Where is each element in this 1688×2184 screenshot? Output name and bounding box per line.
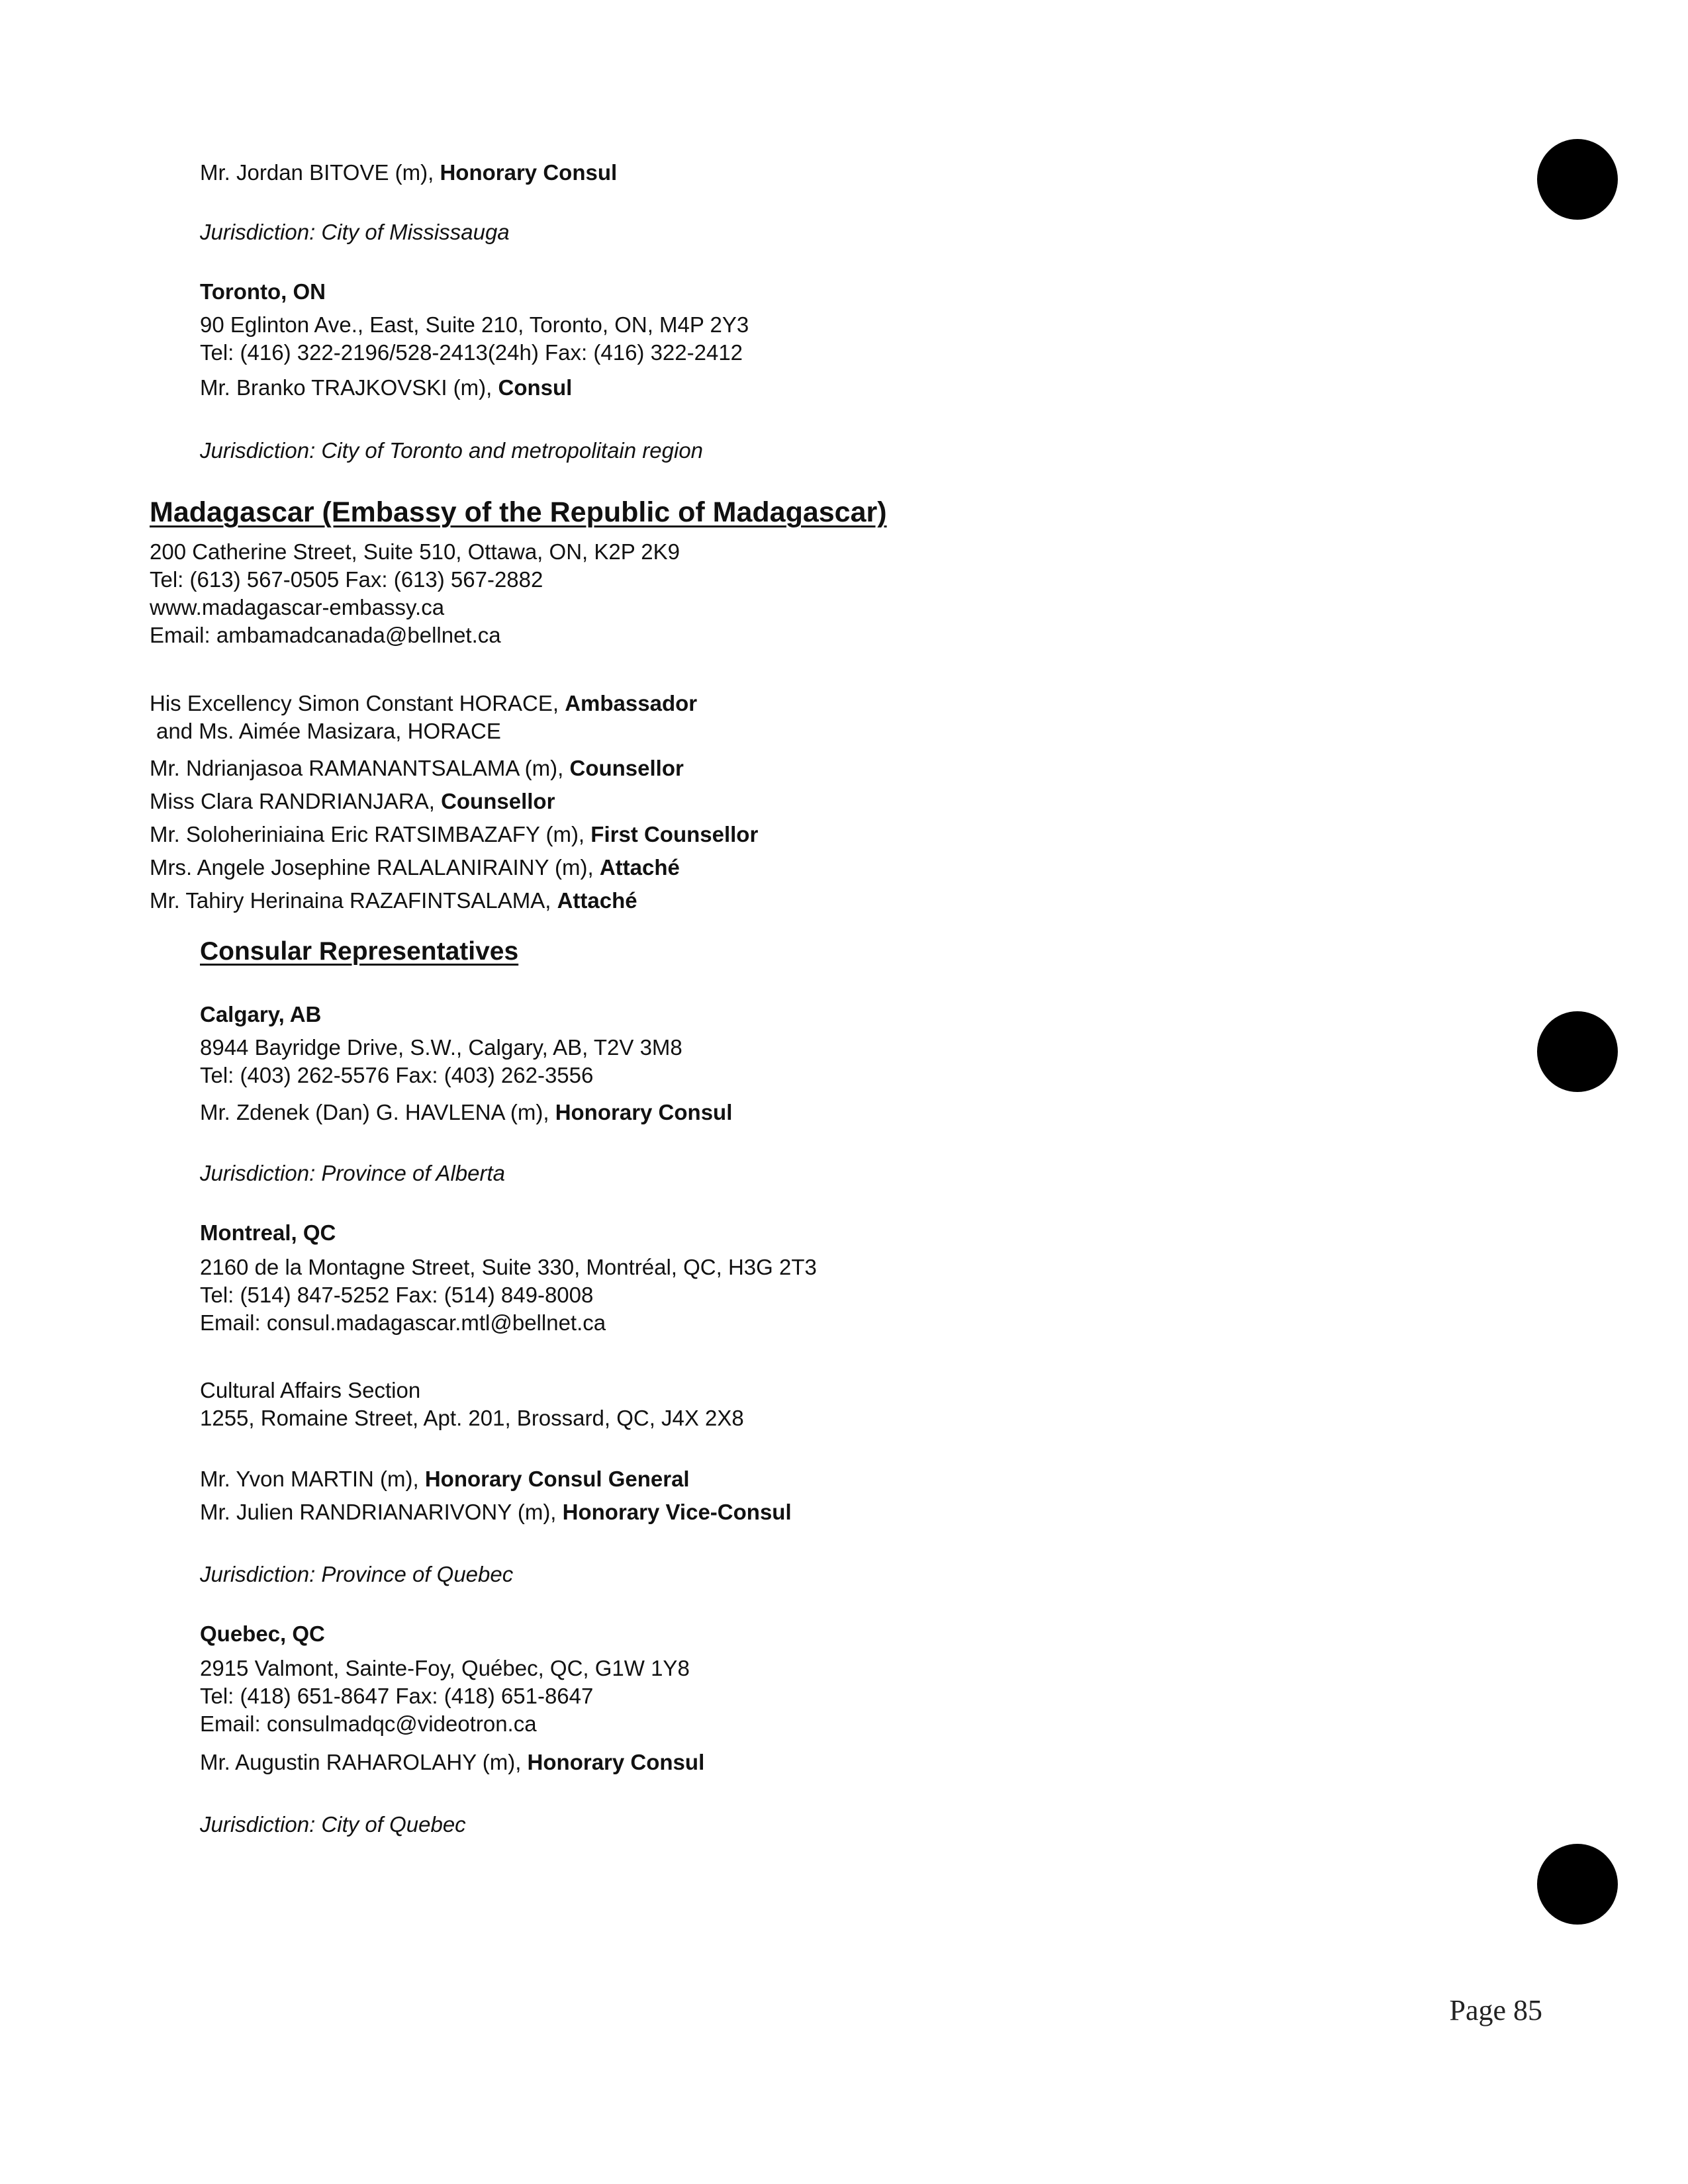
address: 200 Catherine Street, Suite 510, Ottawa, ON, K2P 2K9 <box>150 539 680 564</box>
city-heading-quebec: Quebec, QC <box>200 1621 325 1646</box>
jurisdiction-line: Jurisdiction: Province of Quebec <box>200 1562 514 1586</box>
staff-row: Miss Clara RANDRIANJARA, Counsellor <box>150 789 555 813</box>
person-line: Mr. Zdenek (Dan) G. HAVLENA (m), Honorary Consul <box>200 1100 733 1124</box>
address: 2160 de la Montagne Street, Suite 330, Montréal, QC, H3G 2T3 <box>200 1255 817 1279</box>
jurisdiction-line: Jurisdiction: City of Mississauga <box>200 220 510 244</box>
cultural-section-label: Cultural Affairs Section <box>200 1378 421 1402</box>
page-number: Page 85 <box>1449 1994 1542 2026</box>
jurisdiction-line: Jurisdiction: Province of Alberta <box>200 1161 505 1185</box>
email-link[interactable]: Email: ambamadcanada@bellnet.ca <box>150 623 501 647</box>
staff-row: Mr. Ndrianjasoa RAMANANTSALAMA (m), Counsellor <box>150 756 684 780</box>
staff-row: Mr. Soloheriniaina Eric RATSIMBAZAFY (m), First Counsellor <box>150 822 759 846</box>
jurisdiction-line: Jurisdiction: City of Quebec <box>200 1812 466 1837</box>
address: 8944 Bayridge Drive, S.W., Calgary, AB, T2V 3M8 <box>200 1035 682 1060</box>
phone-fax: Tel: (514) 847-5252 Fax: (514) 849-8008 <box>200 1283 594 1307</box>
city-heading-calgary: Calgary, AB <box>200 1002 322 1026</box>
person-line: Mr. Branko TRAJKOVSKI (m), Consul <box>200 375 573 400</box>
punch-hole-middle <box>1537 1011 1618 1092</box>
person-line: Mr. Jordan BITOVE (m), Honorary Consul <box>200 160 618 185</box>
phone-fax: Tel: (416) 322-2196/528-2413(24h) Fax: (416) 322-2412 <box>200 340 743 365</box>
address: 2915 Valmont, Sainte-Foy, Québec, QC, G1W 1Y8 <box>200 1656 690 1680</box>
address: 90 Eglinton Ave., East, Suite 210, Toronto, ON, M4P 2Y3 <box>200 312 749 337</box>
city-heading-toronto: Toronto, ON <box>200 279 326 304</box>
ambassador-line: His Excellency Simon Constant HORACE, Ambassador <box>150 691 698 715</box>
jurisdiction-line: Jurisdiction: City of Toronto and metropolitain region <box>200 438 704 463</box>
staff-row: Mr. Tahiry Herinaina RAZAFINTSALAMA, Attaché <box>150 888 637 913</box>
cultural-section-address: 1255, Romaine Street, Apt. 201, Brossard, QC, J4X 2X8 <box>200 1406 744 1430</box>
spouse-line: and Ms. Aimée Masizara, HORACE <box>156 719 501 743</box>
country-heading: Madagascar (Embassy of the Republic of Madagascar) <box>150 496 887 528</box>
phone-fax: Tel: (613) 567-0505 Fax: (613) 567-2882 <box>150 567 543 592</box>
website-link[interactable]: www.madagascar-embassy.ca <box>150 595 445 619</box>
phone-fax: Tel: (418) 651-8647 Fax: (418) 651-8647 <box>200 1684 594 1708</box>
email-link[interactable]: Email: consulmadqc@videotron.ca <box>200 1711 537 1736</box>
person-line: Mr. Augustin RAHAROLAHY (m), Honorary Consul <box>200 1750 705 1774</box>
section-heading-consular: Consular Representatives <box>200 937 519 966</box>
phone-fax: Tel: (403) 262-5576 Fax: (403) 262-3556 <box>200 1063 594 1087</box>
punch-hole-bottom <box>1537 1844 1618 1925</box>
person-line: Mr. Julien RANDRIANARIVONY (m), Honorary Vice-Consul <box>200 1500 792 1524</box>
staff-row: Mrs. Angele Josephine RALALANIRAINY (m), Attaché <box>150 855 680 880</box>
city-heading-montreal: Montreal, QC <box>200 1220 336 1245</box>
email-link[interactable]: Email: consul.madagascar.mtl@bellnet.ca <box>200 1310 606 1335</box>
punch-hole-top <box>1537 139 1618 220</box>
person-line: Mr. Yvon MARTIN (m), Honorary Consul General <box>200 1467 690 1491</box>
